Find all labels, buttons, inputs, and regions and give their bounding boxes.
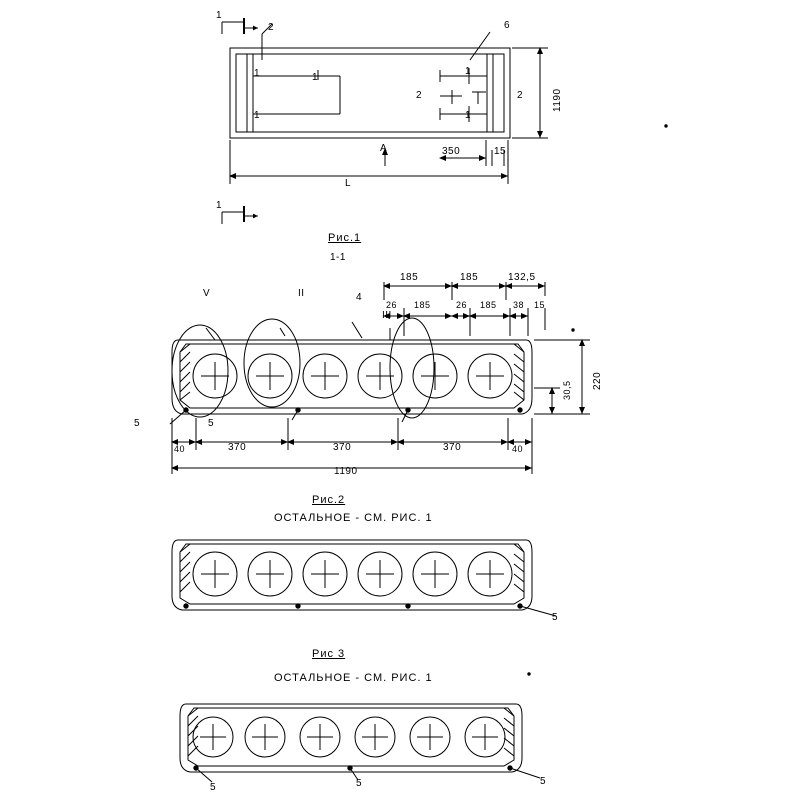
fig2-dim-132-5: 132,5 [508,272,536,283]
fig2-mark-II: II [298,288,305,299]
fig2-dim-370-b: 370 [333,442,352,453]
fig2-dim-30-5: 30,5 [562,380,572,400]
fig1-section-mark-1-bottom: 1 [216,200,223,211]
fig1-dim-length-L: L [345,178,352,189]
fig1-arrow-label-A: A [380,143,388,154]
fig4-part-mark-5-right: 5 [540,776,547,787]
fig2-part-mark-4: 4 [356,292,363,303]
fig3-caption: Рис 3 [312,648,346,660]
fig2-part-mark-5-inner: 5 [208,418,215,429]
fig2-part-mark-5-outer: 5 [134,418,141,429]
fig2-dim-220: 220 [592,371,603,390]
fig2-dim-15: 15 [534,300,546,310]
fig1-callout-2-right: 2 [416,90,423,101]
fig1-callout-1-center: 1 [312,72,319,83]
fig1-mark-t2: 2 [517,90,524,101]
fig1-callout-1-lower-right: 1 [465,110,472,121]
fig2-dim-38: 38 [513,300,525,310]
fig2-dim-26-a: 26 [386,300,398,310]
fig2-dim-185-b: 185 [460,272,479,283]
fig2-dim-185-a: 185 [400,272,419,283]
fig2-dim-40-left: 40 [174,444,186,454]
fig1-dim-15: 15 [494,146,507,157]
fig2-caption: Рис.2 [312,494,346,506]
fig1-callout-1-lower: 1 [254,110,261,121]
fig2-dim-185-d: 185 [480,300,497,310]
fig2-dim-26-b: 26 [456,300,468,310]
fig2-dim-total-1190: 1190 [334,466,358,477]
fig2-dim-185-c: 185 [414,300,431,310]
fig4-part-mark-5-mid: 5 [356,778,363,789]
fig1-dim-height-1190: 1190 [552,88,563,112]
fig1-caption: Рис.1 [328,232,362,244]
fig1-section-mark-1-top: 1 [216,10,223,21]
fig4-part-mark-5-left: 5 [210,782,217,793]
fig2-dim-40-right: 40 [512,444,524,454]
fig3-note: ОСТАЛЬНОЕ - СМ. РИС. 1 [274,672,433,684]
fig1-dim-350: 350 [442,146,461,157]
fig1-callout-6: 6 [504,20,511,31]
fig2-section-label: 1-1 [330,252,346,263]
fig1-callout-1-left: 1 [254,68,261,79]
fig3-part-mark-5: 5 [552,612,559,623]
fig2-dim-370-c: 370 [443,442,462,453]
fig1-callout-2: 2 [268,22,275,33]
fig1-callout-1-upper-right: 1 [465,66,472,77]
fig2-mark-III: III [382,310,392,321]
fig2-mark-V: V [203,288,211,299]
fig2-note: ОСТАЛЬНОЕ - СМ. РИС. 1 [274,512,433,524]
fig2-dim-370-a: 370 [228,442,247,453]
